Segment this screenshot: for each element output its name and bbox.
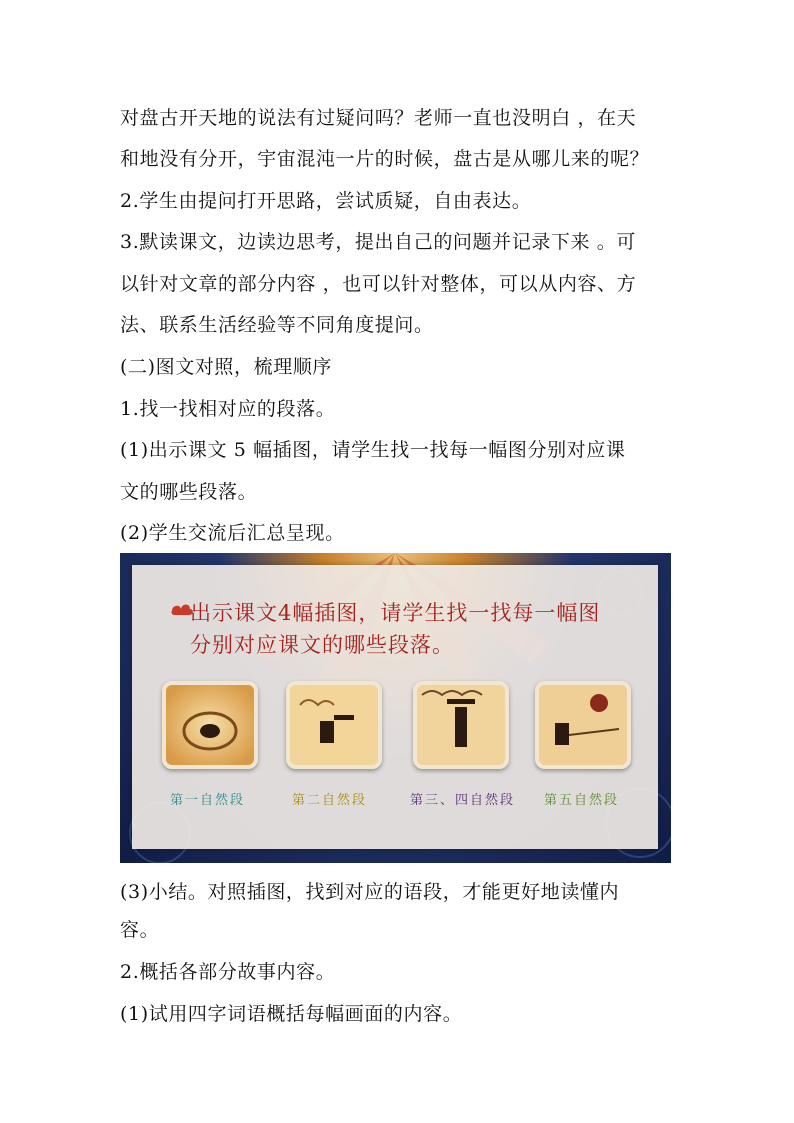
paragraph-line: (3)小结。对照插图，找到对应的语段，才能更好地读懂内 — [120, 881, 620, 903]
slide-image — [120, 553, 671, 863]
paragraph-line: 3.默读课文，边读边思考，提出自己的问题并记录下来 。可 — [120, 231, 636, 253]
slide-title-line1: 出示课文4幅插图，请学生找一找每一幅图 — [190, 601, 601, 625]
slide-title-line2: 分别对应课文的哪些段落。 — [190, 633, 454, 657]
paragraph-line: 和地没有分开，宇宙混沌一片的时候，盘古是从哪儿来的呢？ — [120, 148, 650, 170]
paragraph-line: (1)出示课文 5 幅插图，请学生找一找每一幅图分别对应课 — [120, 439, 626, 461]
illustration-4 — [535, 681, 631, 769]
caption-4: 第五自然段 — [544, 793, 620, 808]
paragraph-line: 文的哪些段落。 — [120, 481, 258, 503]
paragraph-line: 2.概括各部分故事内容。 — [120, 961, 336, 983]
paragraph-line: (2)学生交流后汇总呈现。 — [120, 522, 345, 544]
paragraph-line: 法、联系生活经验等不同角度提问。 — [120, 314, 434, 336]
illustration-1 — [162, 681, 258, 769]
illustration-3 — [413, 681, 509, 769]
section-heading: (二)图文对照，梳理顺序 — [120, 356, 333, 378]
paragraph-line: 容。 — [120, 919, 160, 941]
paragraph-line: 1.找一找相对应的段落。 — [120, 398, 336, 420]
paragraph-line: 以针对文章的部分内容 ，也可以针对整体，可以从内容、方 — [120, 273, 637, 295]
illustration-2 — [286, 681, 382, 769]
caption-3: 第三、四自然段 — [410, 793, 516, 808]
caption-1: 第一自然段 — [170, 793, 246, 808]
slide-panel — [132, 565, 658, 849]
caption-2: 第二自然段 — [292, 793, 368, 808]
paragraph-line: 2.学生由提问打开思路，尝试质疑，自由表达。 — [120, 190, 532, 212]
paragraph-line: 对盘古开天地的说法有过疑问吗？老师一直也没明白 ，在天 — [120, 107, 637, 129]
paragraph-line: (1)试用四字词语概括每幅画面的内容。 — [120, 1003, 463, 1025]
